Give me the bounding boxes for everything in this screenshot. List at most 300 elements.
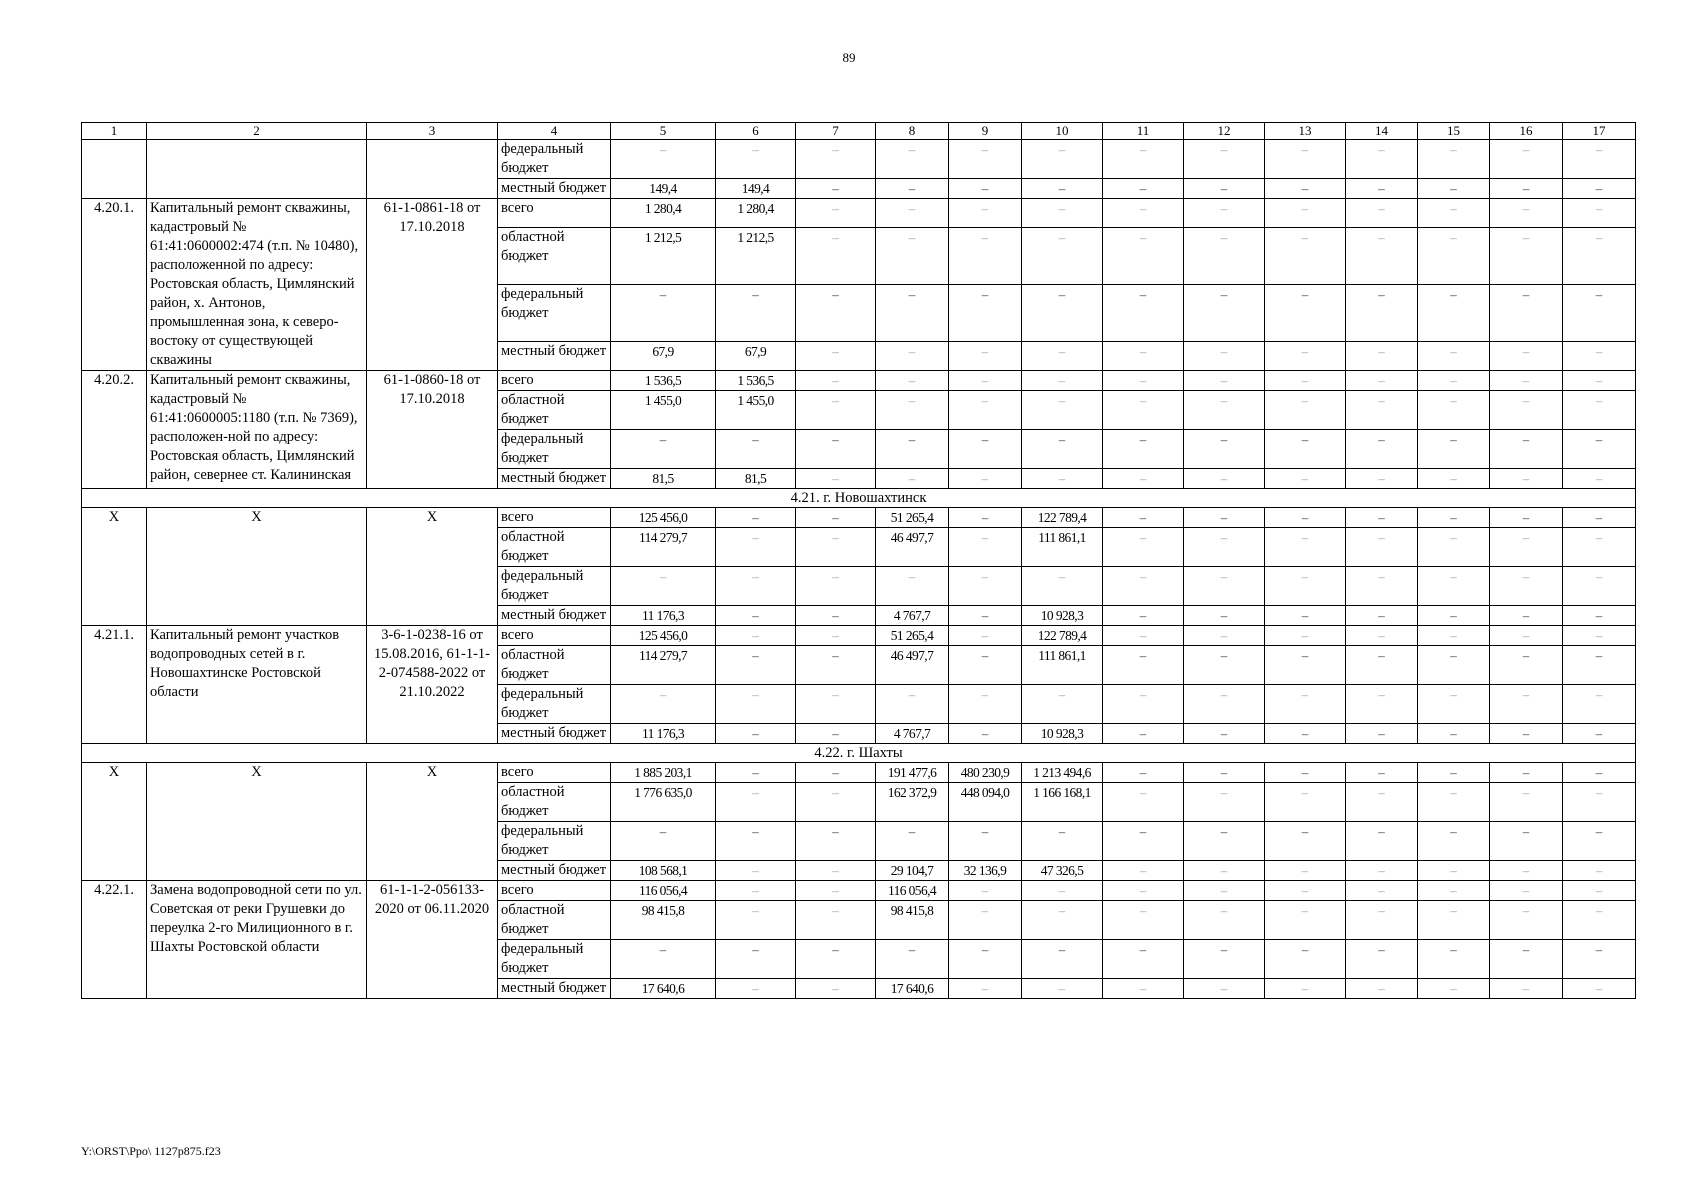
empty-value-cell: – — [796, 685, 876, 724]
empty-value-cell: – — [949, 528, 1022, 567]
empty-value-cell: – — [1022, 940, 1103, 979]
empty-value-cell: – — [1418, 940, 1490, 979]
item-index: 4.22.1. — [82, 881, 147, 999]
value-cell: 17 640,6 — [611, 979, 716, 999]
empty-value-cell: – — [1103, 979, 1184, 999]
funding-source-label: областной бюджет — [498, 528, 611, 567]
empty-value-cell: – — [949, 567, 1022, 606]
value-cell: 51 265,4 — [876, 508, 949, 528]
empty-value-cell: – — [1265, 685, 1346, 724]
item-index: 4.20.2. — [82, 371, 147, 489]
funding-source-label: областной бюджет — [498, 901, 611, 940]
empty-value-cell: – — [1184, 179, 1265, 199]
table-row — [82, 763, 1636, 783]
empty-value-cell: – — [1490, 626, 1563, 646]
empty-value-cell: – — [1265, 724, 1346, 744]
empty-value-cell: – — [1490, 528, 1563, 567]
funding-source-label: областной бюджет — [498, 228, 611, 285]
footer-path: Y:\ORST\Ppo\ 1127p875.f23 — [81, 1144, 221, 1158]
empty-value-cell: – — [1265, 567, 1346, 606]
empty-value-cell: – — [796, 391, 876, 430]
section-title: 4.21. г. Новошахтинск — [82, 489, 1636, 508]
item-index — [82, 140, 147, 199]
empty-value-cell: – — [796, 783, 876, 822]
empty-value-cell: – — [1490, 140, 1563, 179]
value-cell: 480 230,9 — [949, 763, 1022, 783]
empty-value-cell: – — [1022, 341, 1103, 370]
value-cell: 149,4 — [611, 179, 716, 199]
empty-value-cell: – — [1346, 430, 1418, 469]
empty-value-cell: – — [1184, 940, 1265, 979]
empty-value-cell: – — [1265, 646, 1346, 685]
funding-source-label: федеральный бюджет — [498, 940, 611, 979]
value-cell: 81,5 — [716, 469, 796, 489]
empty-value-cell: – — [1490, 783, 1563, 822]
empty-value-cell: – — [1184, 822, 1265, 861]
empty-value-cell: – — [1490, 606, 1563, 626]
empty-value-cell: – — [1563, 508, 1636, 528]
column-number: 10 — [1022, 123, 1103, 140]
item-document: 61-1-0860-18 от 17.10.2018 — [367, 371, 498, 489]
empty-value-cell: – — [949, 341, 1022, 370]
section-row — [82, 489, 1636, 508]
empty-value-cell: – — [1418, 685, 1490, 724]
empty-value-cell: – — [1346, 606, 1418, 626]
item-document: X — [367, 763, 498, 881]
empty-value-cell: – — [1563, 881, 1636, 901]
empty-value-cell: – — [716, 508, 796, 528]
empty-value-cell: – — [876, 284, 949, 341]
funding-source-label: местный бюджет — [498, 979, 611, 999]
empty-value-cell: – — [1418, 724, 1490, 744]
empty-value-cell: – — [1184, 567, 1265, 606]
table-row — [82, 140, 1636, 179]
empty-value-cell: – — [1490, 685, 1563, 724]
value-cell: 111 861,1 — [1022, 646, 1103, 685]
empty-value-cell: – — [1563, 430, 1636, 469]
empty-value-cell: – — [1022, 140, 1103, 179]
empty-value-cell: – — [1418, 140, 1490, 179]
empty-value-cell: – — [1490, 199, 1563, 228]
column-number: 4 — [498, 123, 611, 140]
column-number: 13 — [1265, 123, 1346, 140]
empty-value-cell: – — [1184, 228, 1265, 285]
empty-value-cell: – — [1490, 881, 1563, 901]
empty-value-cell: – — [1103, 228, 1184, 285]
empty-value-cell: – — [796, 979, 876, 999]
empty-value-cell: – — [1490, 979, 1563, 999]
empty-value-cell: – — [1418, 284, 1490, 341]
empty-value-cell: – — [1265, 371, 1346, 391]
empty-value-cell: – — [1490, 341, 1563, 370]
value-cell: 11 176,3 — [611, 606, 716, 626]
empty-value-cell: – — [1563, 861, 1636, 881]
empty-value-cell: – — [1563, 606, 1636, 626]
empty-value-cell: – — [876, 371, 949, 391]
funding-source-label: всего — [498, 508, 611, 528]
empty-value-cell: – — [1265, 606, 1346, 626]
item-name: X — [147, 508, 367, 626]
empty-value-cell: – — [716, 567, 796, 606]
value-cell: 122 789,4 — [1022, 508, 1103, 528]
value-cell: 29 104,7 — [876, 861, 949, 881]
empty-value-cell: – — [1563, 940, 1636, 979]
empty-value-cell: – — [1103, 822, 1184, 861]
empty-value-cell: – — [1265, 140, 1346, 179]
empty-value-cell: – — [1346, 371, 1418, 391]
empty-value-cell: – — [716, 763, 796, 783]
empty-value-cell: – — [716, 626, 796, 646]
empty-value-cell: – — [1265, 861, 1346, 881]
empty-value-cell: – — [611, 940, 716, 979]
empty-value-cell: – — [716, 783, 796, 822]
item-document — [367, 140, 498, 199]
empty-value-cell: – — [1563, 228, 1636, 285]
column-number: 11 — [1103, 123, 1184, 140]
empty-value-cell: – — [716, 646, 796, 685]
empty-value-cell: – — [796, 371, 876, 391]
empty-value-cell: – — [1265, 901, 1346, 940]
empty-value-cell: – — [1184, 881, 1265, 901]
empty-value-cell: – — [1022, 469, 1103, 489]
empty-value-cell: – — [1490, 567, 1563, 606]
empty-value-cell: – — [1346, 881, 1418, 901]
empty-value-cell: – — [1103, 430, 1184, 469]
funding-source-label: всего — [498, 881, 611, 901]
empty-value-cell: – — [1346, 646, 1418, 685]
value-cell: 1 280,4 — [611, 199, 716, 228]
funding-source-label: местный бюджет — [498, 861, 611, 881]
value-cell: 46 497,7 — [876, 646, 949, 685]
empty-value-cell: – — [876, 940, 949, 979]
empty-value-cell: – — [796, 881, 876, 901]
empty-value-cell: – — [949, 140, 1022, 179]
empty-value-cell: – — [1418, 371, 1490, 391]
funding-source-label: местный бюджет — [498, 469, 611, 489]
empty-value-cell: – — [796, 724, 876, 744]
empty-value-cell: – — [1563, 341, 1636, 370]
item-name: Замена водопроводной сети по ул. Советская от реки Грушевки до переулка 2-го Милиционного в г. Шахты Ростовской области — [147, 881, 367, 999]
empty-value-cell: – — [1418, 606, 1490, 626]
empty-value-cell: – — [1418, 861, 1490, 881]
funding-source-label: всего — [498, 371, 611, 391]
empty-value-cell: – — [1346, 861, 1418, 881]
empty-value-cell: – — [716, 822, 796, 861]
empty-value-cell: – — [949, 685, 1022, 724]
empty-value-cell: – — [1418, 430, 1490, 469]
empty-value-cell: – — [1022, 284, 1103, 341]
empty-value-cell: – — [1490, 391, 1563, 430]
empty-value-cell: – — [1418, 199, 1490, 228]
empty-value-cell: – — [1103, 685, 1184, 724]
funding-source-label: федеральный бюджет — [498, 822, 611, 861]
page-number: 89 — [842, 50, 856, 65]
empty-value-cell: – — [716, 528, 796, 567]
empty-value-cell: – — [1346, 783, 1418, 822]
empty-value-cell: – — [949, 940, 1022, 979]
empty-value-cell: – — [1490, 284, 1563, 341]
empty-value-cell: – — [716, 940, 796, 979]
empty-value-cell: – — [1022, 685, 1103, 724]
empty-value-cell: – — [949, 646, 1022, 685]
funding-source-label: федеральный бюджет — [498, 140, 611, 179]
empty-value-cell: – — [1563, 822, 1636, 861]
empty-value-cell: – — [1022, 979, 1103, 999]
funding-source-label: областной бюджет — [498, 646, 611, 685]
empty-value-cell: – — [1265, 469, 1346, 489]
empty-value-cell: – — [876, 341, 949, 370]
funding-source-label: всего — [498, 763, 611, 783]
empty-value-cell: – — [796, 469, 876, 489]
empty-value-cell: – — [1418, 469, 1490, 489]
item-index: 4.21.1. — [82, 626, 147, 744]
empty-value-cell: – — [716, 881, 796, 901]
value-cell: 125 456,0 — [611, 626, 716, 646]
empty-value-cell: – — [1265, 822, 1346, 861]
empty-value-cell: – — [1103, 140, 1184, 179]
column-number: 5 — [611, 123, 716, 140]
empty-value-cell: – — [796, 567, 876, 606]
empty-value-cell: – — [1103, 901, 1184, 940]
empty-value-cell: – — [1103, 284, 1184, 341]
funding-source-label: местный бюджет — [498, 606, 611, 626]
funding-source-label: всего — [498, 199, 611, 228]
empty-value-cell: – — [1490, 822, 1563, 861]
item-document: 61-1-1-2-056133-2020 от 06.11.2020 — [367, 881, 498, 999]
empty-value-cell: – — [1103, 391, 1184, 430]
empty-value-cell: – — [1265, 763, 1346, 783]
item-name — [147, 140, 367, 199]
empty-value-cell: – — [1563, 391, 1636, 430]
empty-value-cell: – — [1103, 528, 1184, 567]
empty-value-cell: – — [1346, 284, 1418, 341]
empty-value-cell: – — [876, 822, 949, 861]
value-cell: 114 279,7 — [611, 646, 716, 685]
value-cell: 114 279,7 — [611, 528, 716, 567]
column-number: 15 — [1418, 123, 1490, 140]
empty-value-cell: – — [1022, 371, 1103, 391]
empty-value-cell: – — [949, 391, 1022, 430]
value-cell: 32 136,9 — [949, 861, 1022, 881]
empty-value-cell: – — [1022, 881, 1103, 901]
value-cell: 46 497,7 — [876, 528, 949, 567]
column-number: 9 — [949, 123, 1022, 140]
empty-value-cell: – — [1563, 626, 1636, 646]
empty-value-cell: – — [1346, 685, 1418, 724]
item-name: Капитальный ремонт скважины, кадастровый № 61:41:0600005:1180 (т.п. № 7369), расположен-ной по адресу: Ростовская область, Цимлянский район, севернее ст. Калининская — [147, 371, 367, 489]
empty-value-cell: – — [1103, 567, 1184, 606]
empty-value-cell: – — [1184, 430, 1265, 469]
empty-value-cell: – — [1563, 528, 1636, 567]
empty-value-cell: – — [1103, 371, 1184, 391]
empty-value-cell: – — [1022, 430, 1103, 469]
empty-value-cell: – — [1418, 901, 1490, 940]
empty-value-cell: – — [949, 822, 1022, 861]
empty-value-cell: – — [796, 626, 876, 646]
empty-value-cell: – — [716, 284, 796, 341]
value-cell: 98 415,8 — [611, 901, 716, 940]
empty-value-cell: – — [1418, 646, 1490, 685]
empty-value-cell: – — [716, 430, 796, 469]
empty-value-cell: – — [796, 228, 876, 285]
empty-value-cell: – — [1346, 763, 1418, 783]
column-number: 7 — [796, 123, 876, 140]
empty-value-cell: – — [716, 724, 796, 744]
empty-value-cell: – — [796, 179, 876, 199]
empty-value-cell: – — [1346, 567, 1418, 606]
empty-value-cell: – — [1265, 940, 1346, 979]
table-row — [82, 371, 1636, 391]
empty-value-cell: – — [1418, 822, 1490, 861]
empty-value-cell: – — [876, 199, 949, 228]
empty-value-cell: – — [949, 626, 1022, 646]
empty-value-cell: – — [949, 228, 1022, 285]
empty-value-cell: – — [1563, 371, 1636, 391]
empty-value-cell: – — [1184, 469, 1265, 489]
empty-value-cell: – — [1346, 391, 1418, 430]
empty-value-cell: – — [1184, 861, 1265, 881]
funding-source-label: областной бюджет — [498, 391, 611, 430]
column-number: 1 — [82, 123, 147, 140]
table-row — [82, 199, 1636, 228]
value-cell: 162 372,9 — [876, 783, 949, 822]
empty-value-cell: – — [796, 861, 876, 881]
empty-value-cell: – — [949, 371, 1022, 391]
empty-value-cell: – — [1490, 508, 1563, 528]
column-number: 16 — [1490, 123, 1563, 140]
empty-value-cell: – — [1563, 783, 1636, 822]
empty-value-cell: – — [611, 430, 716, 469]
empty-value-cell: – — [1346, 179, 1418, 199]
empty-value-cell: – — [949, 469, 1022, 489]
empty-value-cell: – — [949, 606, 1022, 626]
empty-value-cell: – — [796, 199, 876, 228]
empty-value-cell: – — [1265, 979, 1346, 999]
empty-value-cell: – — [611, 567, 716, 606]
value-cell: 448 094,0 — [949, 783, 1022, 822]
empty-value-cell: – — [1563, 284, 1636, 341]
empty-value-cell: – — [876, 179, 949, 199]
value-cell: 125 456,0 — [611, 508, 716, 528]
column-number: 6 — [716, 123, 796, 140]
column-number: 14 — [1346, 123, 1418, 140]
empty-value-cell: – — [1346, 626, 1418, 646]
empty-value-cell: – — [796, 341, 876, 370]
empty-value-cell: – — [1418, 567, 1490, 606]
empty-value-cell: – — [1103, 881, 1184, 901]
empty-value-cell: – — [796, 508, 876, 528]
empty-value-cell: – — [796, 763, 876, 783]
empty-value-cell: – — [1184, 508, 1265, 528]
value-cell: 1 166 168,1 — [1022, 783, 1103, 822]
empty-value-cell: – — [1022, 391, 1103, 430]
column-number: 8 — [876, 123, 949, 140]
empty-value-cell: – — [1418, 763, 1490, 783]
empty-value-cell: – — [611, 284, 716, 341]
item-document: 61-1-0861-18 от 17.10.2018 — [367, 199, 498, 371]
empty-value-cell: – — [611, 140, 716, 179]
empty-value-cell: – — [1418, 626, 1490, 646]
value-cell: 1 212,5 — [611, 228, 716, 285]
empty-value-cell: – — [611, 685, 716, 724]
empty-value-cell: – — [796, 646, 876, 685]
empty-value-cell: – — [1265, 508, 1346, 528]
empty-value-cell: – — [876, 685, 949, 724]
value-cell: 116 056,4 — [611, 881, 716, 901]
value-cell: 116 056,4 — [876, 881, 949, 901]
empty-value-cell: – — [716, 606, 796, 626]
value-cell: 81,5 — [611, 469, 716, 489]
empty-value-cell: – — [716, 861, 796, 881]
empty-value-cell: – — [1563, 763, 1636, 783]
value-cell: 98 415,8 — [876, 901, 949, 940]
funding-source-label: местный бюджет — [498, 179, 611, 199]
empty-value-cell: – — [1346, 140, 1418, 179]
value-cell: 4 767,7 — [876, 724, 949, 744]
value-cell: 1 455,0 — [716, 391, 796, 430]
empty-value-cell: – — [1103, 626, 1184, 646]
value-cell: 1 776 635,0 — [611, 783, 716, 822]
empty-value-cell: – — [1563, 567, 1636, 606]
item-document: 3-6-1-0238-16 от 15.08.2016, 61-1-1-2-074588-2022 от 21.10.2022 — [367, 626, 498, 744]
empty-value-cell: – — [1265, 626, 1346, 646]
empty-value-cell: – — [1103, 199, 1184, 228]
empty-value-cell: – — [1103, 646, 1184, 685]
empty-value-cell: – — [1184, 284, 1265, 341]
value-cell: 67,9 — [716, 341, 796, 370]
empty-value-cell: – — [1346, 940, 1418, 979]
empty-value-cell: – — [1184, 685, 1265, 724]
value-cell: 1 212,5 — [716, 228, 796, 285]
column-number: 12 — [1184, 123, 1265, 140]
item-name: X — [147, 763, 367, 881]
empty-value-cell: – — [1490, 763, 1563, 783]
empty-value-cell: – — [796, 822, 876, 861]
empty-value-cell: – — [1563, 140, 1636, 179]
empty-value-cell: – — [1265, 284, 1346, 341]
empty-value-cell: – — [949, 508, 1022, 528]
empty-value-cell: – — [876, 430, 949, 469]
empty-value-cell: – — [1418, 881, 1490, 901]
empty-value-cell: – — [1418, 341, 1490, 370]
empty-value-cell: – — [1022, 228, 1103, 285]
empty-value-cell: – — [1022, 179, 1103, 199]
item-name: Капитальный ремонт участков водопроводных сетей в г. Новошахтинске Ростовской области — [147, 626, 367, 744]
empty-value-cell: – — [1563, 685, 1636, 724]
funding-source-label: федеральный бюджет — [498, 284, 611, 341]
header-row — [82, 123, 1636, 140]
value-cell: 191 477,6 — [876, 763, 949, 783]
empty-value-cell: – — [1103, 179, 1184, 199]
empty-value-cell: – — [1265, 341, 1346, 370]
empty-value-cell: – — [1418, 508, 1490, 528]
empty-value-cell: – — [1184, 763, 1265, 783]
empty-value-cell: – — [1346, 724, 1418, 744]
value-cell: 67,9 — [611, 341, 716, 370]
empty-value-cell: – — [949, 901, 1022, 940]
value-cell: 47 326,5 — [1022, 861, 1103, 881]
empty-value-cell: – — [1563, 199, 1636, 228]
funding-source-label: всего — [498, 626, 611, 646]
funding-source-label: федеральный бюджет — [498, 567, 611, 606]
value-cell: 1 280,4 — [716, 199, 796, 228]
empty-value-cell: – — [1265, 528, 1346, 567]
empty-value-cell: – — [1418, 783, 1490, 822]
empty-value-cell: – — [949, 179, 1022, 199]
empty-value-cell: – — [1103, 783, 1184, 822]
table-row — [82, 626, 1636, 646]
empty-value-cell: – — [1346, 199, 1418, 228]
